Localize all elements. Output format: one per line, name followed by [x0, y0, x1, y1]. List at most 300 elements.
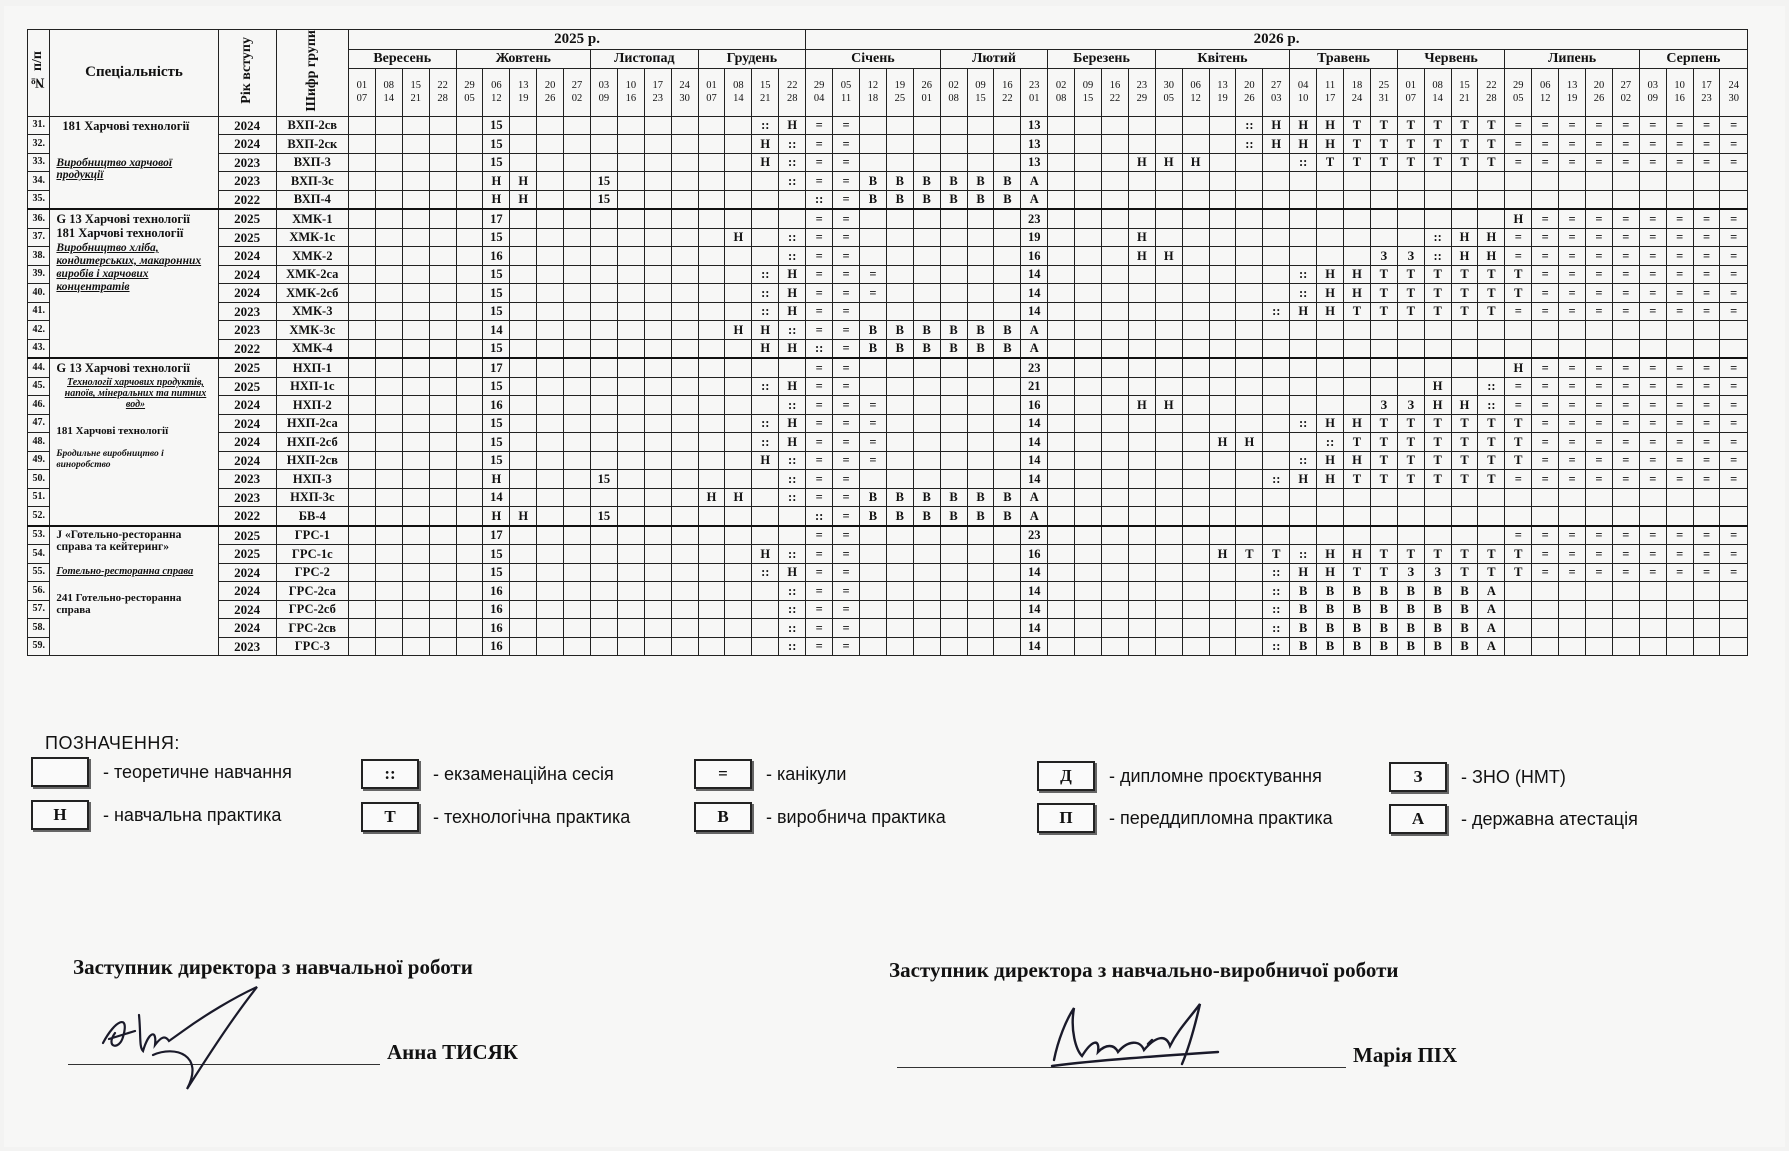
- legend-symbol: П: [1037, 803, 1095, 833]
- schedule-cell: [1102, 470, 1129, 489]
- schedule-cell: [1155, 209, 1182, 228]
- schedule-cell: [375, 116, 402, 135]
- schedule-cell: [617, 470, 644, 489]
- right-signatory-name: Марія ПІХ: [1353, 1043, 1458, 1067]
- schedule-cell: [1182, 377, 1209, 396]
- schedule-cell: [967, 619, 994, 638]
- schedule-cell: [590, 545, 617, 564]
- schedule-cell: =: [1505, 302, 1532, 321]
- week-end: 12: [1539, 93, 1551, 105]
- row-number: 45.: [28, 377, 50, 396]
- schedule-cell: ::: [1290, 414, 1317, 433]
- group-code: ХМК-2сб: [276, 284, 348, 303]
- schedule-cell: Т: [1451, 265, 1478, 284]
- schedule-cell: =: [1505, 135, 1532, 154]
- schedule-cell: =: [806, 284, 833, 303]
- schedule-cell: [671, 526, 698, 545]
- schedule-cell: [1209, 637, 1236, 656]
- week-range-header: [564, 69, 591, 116]
- admission-year: 2025: [218, 377, 276, 396]
- schedule-cell: [375, 451, 402, 470]
- schedule-cell: =: [1559, 545, 1586, 564]
- schedule-cell: В: [859, 172, 886, 191]
- schedule-cell: [886, 153, 913, 172]
- schedule-cell: [1048, 190, 1075, 209]
- week-range-header: [1505, 69, 1532, 116]
- schedule-cell: [725, 284, 752, 303]
- schedule-cell: [402, 526, 429, 545]
- schedule-cell: 15: [483, 135, 510, 154]
- schedule-cell: [1128, 358, 1155, 377]
- schedule-cell: [1478, 172, 1505, 191]
- schedule-cell: [940, 228, 967, 247]
- schedule-cell: [698, 116, 725, 135]
- schedule-cell: =: [806, 619, 833, 638]
- schedule-cell: [725, 302, 752, 321]
- schedule-cell: =: [1612, 396, 1639, 415]
- schedule-cell: 14: [1021, 302, 1048, 321]
- schedule-cell: [537, 582, 564, 601]
- schedule-cell: Н: [1451, 247, 1478, 266]
- schedule-cell: В: [967, 172, 994, 191]
- schedule-cell: =: [1693, 116, 1720, 135]
- schedule-cell: Н: [725, 228, 752, 247]
- schedule-cell: [644, 135, 671, 154]
- schedule-cell: [429, 414, 456, 433]
- schedule-cell: [1236, 358, 1263, 377]
- schedule-cell: [1236, 377, 1263, 396]
- schedule-cell: [1128, 414, 1155, 433]
- schedule-cell: [429, 396, 456, 415]
- schedule-cell: =: [1666, 358, 1693, 377]
- schedule-cell: =: [1693, 451, 1720, 470]
- schedule-cell: [1559, 488, 1586, 507]
- schedule-cell: =: [1505, 396, 1532, 415]
- schedule-cell: 14: [483, 488, 510, 507]
- schedule-cell: [671, 377, 698, 396]
- legend-item-theory: [31, 757, 292, 787]
- schedule-cell: [725, 396, 752, 415]
- row-number-header-label: № п/п: [30, 51, 46, 91]
- schedule-cell: [1048, 451, 1075, 470]
- schedule-cell: [1693, 507, 1720, 526]
- schedule-cell: [1236, 190, 1263, 209]
- week-end: 05: [1163, 93, 1174, 105]
- admission-year: 2025: [218, 545, 276, 564]
- schedule-cell: [456, 488, 483, 507]
- schedule-cell: Н: [1451, 396, 1478, 415]
- schedule-cell: В: [886, 190, 913, 209]
- schedule-cell: [671, 637, 698, 656]
- group-code: ВХП-4: [276, 190, 348, 209]
- schedule-cell: [348, 470, 375, 489]
- schedule-cell: ::: [1263, 470, 1290, 489]
- schedule-cell: В: [859, 190, 886, 209]
- schedule-cell: [1182, 545, 1209, 564]
- schedule-cell: [779, 190, 806, 209]
- schedule-cell: [564, 247, 591, 266]
- schedule-cell: Н: [779, 339, 806, 358]
- schedule-cell: =: [1586, 414, 1613, 433]
- schedule-cell: [1155, 526, 1182, 545]
- schedule-cell: [429, 600, 456, 619]
- schedule-cell: [1612, 507, 1639, 526]
- week-start: 20: [544, 79, 556, 91]
- schedule-cell: [1182, 433, 1209, 452]
- schedule-cell: [994, 433, 1021, 452]
- schedule-cell: [375, 488, 402, 507]
- schedule-cell: [752, 619, 779, 638]
- week-end: 17: [1324, 93, 1336, 105]
- legend-symbol: Д: [1037, 761, 1095, 791]
- schedule-cell: =: [859, 284, 886, 303]
- schedule-cell: =: [1639, 358, 1666, 377]
- schedule-cell: В: [994, 339, 1021, 358]
- schedule-cell: [1075, 526, 1102, 545]
- schedule-cell: =: [833, 433, 860, 452]
- month-header: Серпень: [1639, 49, 1747, 69]
- schedule-cell: Т: [1478, 116, 1505, 135]
- schedule-cell: Н: [1128, 228, 1155, 247]
- schedule-cell: [1424, 321, 1451, 340]
- schedule-cell: [375, 209, 402, 228]
- left-signatory-name: Анна ТИСЯК: [387, 1040, 519, 1064]
- row-number: 57.: [28, 600, 50, 619]
- schedule-cell: [1236, 637, 1263, 656]
- schedule-cell: Т: [1370, 302, 1397, 321]
- schedule-cell: =: [1720, 433, 1748, 452]
- schedule-cell: [1075, 582, 1102, 601]
- schedule-cell: [456, 526, 483, 545]
- schedule-cell: [1048, 582, 1075, 601]
- schedule-cell: В: [913, 321, 940, 340]
- schedule-cell: [698, 265, 725, 284]
- schedule-cell: Н: [779, 433, 806, 452]
- schedule-cell: [617, 284, 644, 303]
- schedule-cell: [564, 116, 591, 135]
- schedule-cell: [940, 302, 967, 321]
- schedule-cell: =: [1612, 265, 1639, 284]
- week-range-header: [1612, 69, 1639, 116]
- schedule-cell: [1263, 358, 1290, 377]
- schedule-cell: [1370, 228, 1397, 247]
- schedule-cell: [348, 526, 375, 545]
- schedule-cell: =: [1532, 414, 1559, 433]
- schedule-cell: [1075, 284, 1102, 303]
- schedule-cell: [1317, 396, 1344, 415]
- schedule-cell: =: [1639, 433, 1666, 452]
- month-header: Лютий: [940, 49, 1048, 69]
- schedule-cell: [590, 563, 617, 582]
- schedule-cell: [537, 190, 564, 209]
- schedule-cell: [994, 470, 1021, 489]
- schedule-cell: Н: [779, 265, 806, 284]
- schedule-cell: [725, 619, 752, 638]
- schedule-cell: [725, 451, 752, 470]
- specialty-title-2: 241 Готельно-ресторанна справа: [56, 592, 182, 617]
- schedule-cell: =: [1639, 247, 1666, 266]
- schedule-cell: [1155, 339, 1182, 358]
- schedule-cell: 15: [483, 545, 510, 564]
- schedule-cell: [698, 339, 725, 358]
- schedule-cell: =: [1639, 545, 1666, 564]
- schedule-cell: [913, 396, 940, 415]
- schedule-cell: [1236, 228, 1263, 247]
- schedule-cell: [994, 228, 1021, 247]
- week-range-header: [1666, 69, 1693, 116]
- schedule-cell: [1532, 507, 1559, 526]
- schedule-cell: [564, 507, 591, 526]
- week-end: 18: [867, 93, 879, 105]
- schedule-cell: =: [1559, 302, 1586, 321]
- schedule-cell: =: [1586, 302, 1613, 321]
- schedule-cell: =: [1532, 563, 1559, 582]
- week-range-header: [1586, 69, 1613, 116]
- schedule-cell: [1397, 358, 1424, 377]
- schedule-cell: [348, 190, 375, 209]
- group-code: НХП-1с: [276, 377, 348, 396]
- schedule-cell: [698, 172, 725, 191]
- schedule-cell: [1155, 619, 1182, 638]
- schedule-cell: [859, 526, 886, 545]
- schedule-cell: =: [1532, 377, 1559, 396]
- schedule-cell: =: [833, 190, 860, 209]
- group-code-header: [276, 30, 348, 117]
- schedule-cell: [994, 526, 1021, 545]
- schedule-cell: [456, 247, 483, 266]
- schedule-cell: [1128, 637, 1155, 656]
- schedule-cell: Н: [1290, 563, 1317, 582]
- schedule-cell: [1075, 433, 1102, 452]
- schedule-cell: =: [833, 265, 860, 284]
- schedule-cell: Н: [779, 377, 806, 396]
- schedule-cell: =: [1559, 265, 1586, 284]
- week-end: 25: [894, 93, 906, 105]
- legend-title: ПОЗНАЧЕННЯ:: [45, 733, 180, 753]
- schedule-cell: [1102, 265, 1129, 284]
- schedule-cell: [510, 414, 537, 433]
- schedule-cell: [456, 135, 483, 154]
- schedule-cell: Т: [1370, 563, 1397, 582]
- schedule-cell: [590, 135, 617, 154]
- schedule-cell: Н: [1128, 153, 1155, 172]
- schedule-cell: [940, 563, 967, 582]
- schedule-cell: =: [1720, 451, 1748, 470]
- schedule-cell: 15: [483, 153, 510, 172]
- schedule-cell: [886, 451, 913, 470]
- schedule-cell: [348, 321, 375, 340]
- schedule-cell: =: [1559, 396, 1586, 415]
- schedule-cell: [1102, 247, 1129, 266]
- schedule-cell: Н: [1236, 433, 1263, 452]
- schedule-cell: =: [1720, 396, 1748, 415]
- schedule-cell: [537, 637, 564, 656]
- schedule-cell: 14: [1021, 284, 1048, 303]
- week-start: 06: [1539, 79, 1551, 91]
- week-range-header: [1451, 69, 1478, 116]
- week-range-header: [1128, 69, 1155, 116]
- schedule-cell: [617, 414, 644, 433]
- schedule-cell: [1370, 507, 1397, 526]
- schedule-cell: [1451, 172, 1478, 191]
- schedule-cell: [940, 582, 967, 601]
- schedule-cell: [644, 321, 671, 340]
- schedule-cell: [1048, 116, 1075, 135]
- week-range-header: [1048, 69, 1075, 116]
- schedule-cell: [967, 545, 994, 564]
- schedule-cell: =: [1693, 396, 1720, 415]
- schedule-cell: [1263, 377, 1290, 396]
- schedule-cell: [510, 563, 537, 582]
- schedule-cell: [510, 377, 537, 396]
- schedule-cell: В: [1370, 582, 1397, 601]
- schedule-cell: =: [1505, 377, 1532, 396]
- week-end: 09: [1647, 93, 1658, 105]
- schedule-cell: В: [1424, 619, 1451, 638]
- schedule-cell: [1693, 600, 1720, 619]
- schedule-cell: [402, 470, 429, 489]
- schedule-cell: [1075, 265, 1102, 284]
- schedule-cell: Т: [1424, 153, 1451, 172]
- schedule-cell: А: [1021, 339, 1048, 358]
- schedule-cell: [940, 470, 967, 489]
- schedule-cell: [1128, 600, 1155, 619]
- schedule-cell: Н: [1317, 545, 1344, 564]
- schedule-cell: =: [1720, 414, 1748, 433]
- schedule-cell: [644, 488, 671, 507]
- schedule-cell: В: [1290, 582, 1317, 601]
- schedule-cell: [1586, 600, 1613, 619]
- schedule-cell: [617, 507, 644, 526]
- schedule-cell: =: [1666, 451, 1693, 470]
- admission-year: 2024: [218, 582, 276, 601]
- schedule-cell: [859, 135, 886, 154]
- schedule-cell: =: [1639, 228, 1666, 247]
- week-start: 20: [1593, 79, 1605, 91]
- schedule-cell: [1102, 377, 1129, 396]
- schedule-cell: [1102, 563, 1129, 582]
- schedule-cell: [1720, 172, 1748, 191]
- schedule-cell: [1155, 582, 1182, 601]
- schedule-cell: [617, 358, 644, 377]
- week-range-header: [402, 69, 429, 116]
- schedule-cell: [1263, 414, 1290, 433]
- schedule-cell: [1236, 507, 1263, 526]
- schedule-cell: Т: [1424, 545, 1451, 564]
- schedule-cell: 15: [483, 414, 510, 433]
- schedule-cell: [1532, 339, 1559, 358]
- schedule-cell: [348, 339, 375, 358]
- row-number: 59.: [28, 637, 50, 656]
- schedule-cell: Н: [1451, 228, 1478, 247]
- specialty-cell: [50, 116, 218, 209]
- group-code: ГРС-2: [276, 563, 348, 582]
- schedule-cell: [537, 339, 564, 358]
- schedule-cell: В: [859, 488, 886, 507]
- schedule-cell: [1290, 321, 1317, 340]
- schedule-cell: Н: [779, 563, 806, 582]
- schedule-cell: [537, 414, 564, 433]
- schedule-cell: =: [1639, 451, 1666, 470]
- schedule-cell: [779, 358, 806, 377]
- schedule-cell: Т: [1478, 153, 1505, 172]
- schedule-cell: [1478, 358, 1505, 377]
- week-end: 04: [813, 93, 825, 105]
- schedule-cell: В: [1317, 619, 1344, 638]
- schedule-cell: [456, 358, 483, 377]
- schedule-cell: [940, 247, 967, 266]
- schedule-cell: [940, 414, 967, 433]
- admission-year: 2025: [218, 209, 276, 228]
- schedule-cell: [1666, 488, 1693, 507]
- schedule-cell: [698, 358, 725, 377]
- schedule-cell: [1209, 265, 1236, 284]
- schedule-cell: ::: [779, 321, 806, 340]
- schedule-cell: =: [1693, 433, 1720, 452]
- schedule-cell: Т: [1424, 265, 1451, 284]
- schedule-cell: [644, 563, 671, 582]
- schedule-cell: ::: [779, 637, 806, 656]
- schedule-cell: [1693, 619, 1720, 638]
- schedule-cell: [1290, 507, 1317, 526]
- schedule-cell: [698, 228, 725, 247]
- schedule-cell: [698, 321, 725, 340]
- schedule-cell: А: [1021, 507, 1048, 526]
- schedule-cell: Н: [1317, 302, 1344, 321]
- week-start: 29: [464, 79, 475, 91]
- schedule-cell: [671, 228, 698, 247]
- schedule-cell: [671, 172, 698, 191]
- schedule-cell: ::: [779, 600, 806, 619]
- schedule-cell: ::: [752, 563, 779, 582]
- schedule-cell: З: [1397, 396, 1424, 415]
- schedule-cell: [617, 451, 644, 470]
- schedule-cell: =: [1639, 284, 1666, 303]
- schedule-cell: [375, 358, 402, 377]
- schedule-cell: ::: [1263, 619, 1290, 638]
- schedule-cell: [348, 153, 375, 172]
- month-header: Січень: [806, 49, 940, 69]
- schedule-cell: [1102, 451, 1129, 470]
- schedule-cell: ::: [1263, 637, 1290, 656]
- week-range-header: [1155, 69, 1182, 116]
- schedule-cell: [671, 190, 698, 209]
- schedule-cell: [590, 209, 617, 228]
- schedule-cell: =: [1720, 526, 1748, 545]
- schedule-cell: =: [1639, 377, 1666, 396]
- row-number: 35.: [28, 190, 50, 209]
- schedule-cell: Т: [1478, 433, 1505, 452]
- row-number: 39.: [28, 265, 50, 284]
- schedule-cell: [537, 228, 564, 247]
- admission-year: 2023: [218, 321, 276, 340]
- schedule-cell: Н: [1317, 470, 1344, 489]
- schedule-cell: [402, 265, 429, 284]
- schedule-cell: [671, 284, 698, 303]
- table-row: [28, 582, 1748, 601]
- schedule-cell: =: [1720, 153, 1748, 172]
- schedule-cell: [698, 209, 725, 228]
- schedule-cell: =: [833, 507, 860, 526]
- week-start: 27: [571, 79, 583, 91]
- week-range-header: [1559, 69, 1586, 116]
- week-range-header: [940, 69, 967, 116]
- schedule-cell: [1532, 190, 1559, 209]
- schedule-cell: 14: [1021, 600, 1048, 619]
- schedule-cell: В: [1451, 582, 1478, 601]
- schedule-cell: [537, 507, 564, 526]
- schedule-cell: [1128, 470, 1155, 489]
